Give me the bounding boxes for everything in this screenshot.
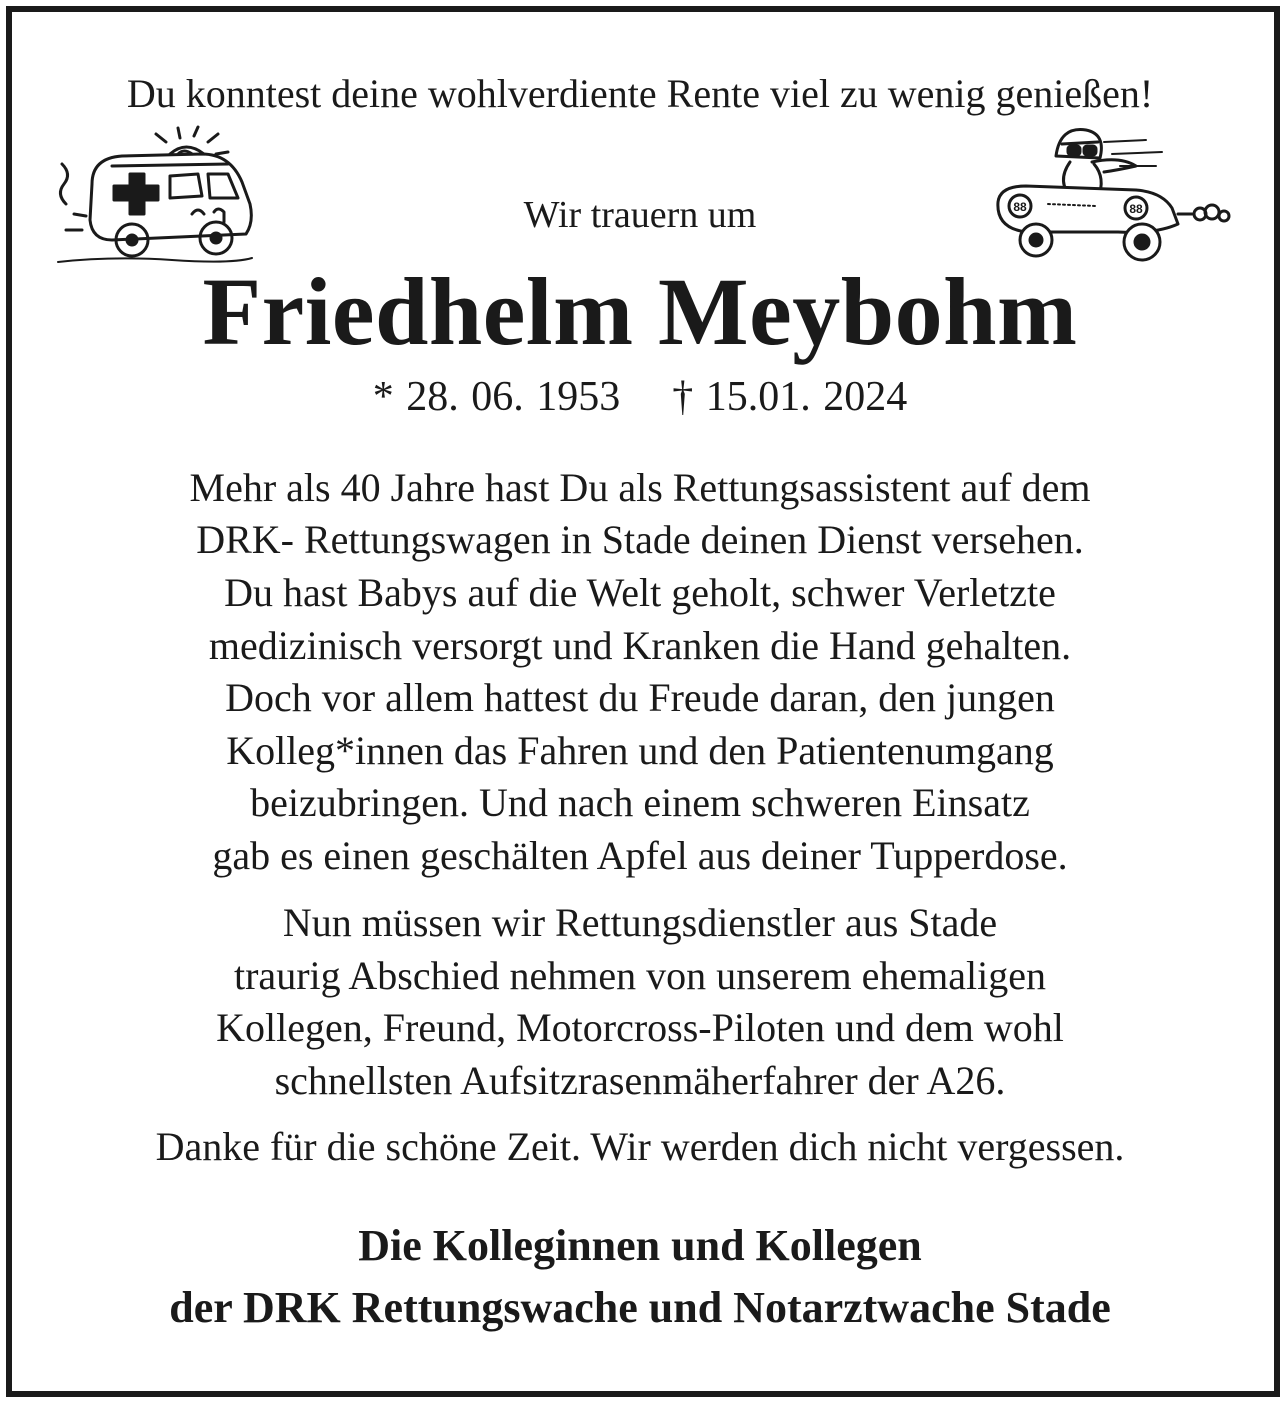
birth-date: * 28. 06. 1953 — [372, 374, 621, 420]
paragraph1-line: Doch vor allem hattest du Freude daran, den jungen — [225, 675, 1055, 720]
paragraph1-line: DRK- Rettungswagen in Stade deinen Dienst versehen. — [196, 517, 1084, 562]
paragraph1-line: beizubringen. Und nach einem schweren Einsatz — [250, 780, 1030, 825]
life-dates — [0, 376, 1280, 418]
deceased-name: Friedhelm Meybohm — [202, 258, 1078, 365]
car-number-right: 88 — [1129, 202, 1143, 216]
paragraph1-line: Kolleg*innen das Fahren und den Patientenumgang — [226, 728, 1054, 773]
signature-line: der DRK Rettungswache und Notarztwache Stade — [169, 1283, 1111, 1332]
race-car-drawing-icon — [986, 122, 1236, 272]
signature-line: Die Kolleginnen und Kollegen — [358, 1221, 922, 1270]
top-line: Du konntest deine wohlverdiente Rente viel zu wenig genießen! — [126, 71, 1154, 116]
car-number-left: 88 — [1013, 200, 1027, 214]
paragraph2-line: Kollegen, Freund, Motorcross-Piloten und dem wohl — [216, 1005, 1064, 1050]
intro-text: Wir trauern um — [523, 194, 757, 236]
paragraph2-line: traurig Abschied nehmen von unserem ehemaligen — [234, 953, 1046, 998]
closing-line: Danke für die schöne Zeit. Wir werden dich nicht vergessen. — [155, 1124, 1125, 1169]
death-date: † 15.01. 2024 — [672, 374, 908, 420]
paragraph2-line: schnellsten Aufsitzrasenmäherfahrer der A26. — [274, 1058, 1006, 1103]
paragraph1-line: Du hast Babys auf die Welt geholt, schwer Verletzte — [224, 570, 1056, 615]
paragraph1-line: Mehr als 40 Jahre hast Du als Rettungsassistent auf dem — [189, 465, 1091, 510]
paragraph2-line: Nun müssen wir Rettungsdienstler aus Stade — [282, 900, 998, 945]
paragraph1-line: gab es einen geschälten Apfel aus deiner Tupperdose. — [212, 833, 1068, 878]
paragraph1-line: medizinisch versorgt und Kranken die Hand gehalten. — [208, 623, 1072, 668]
